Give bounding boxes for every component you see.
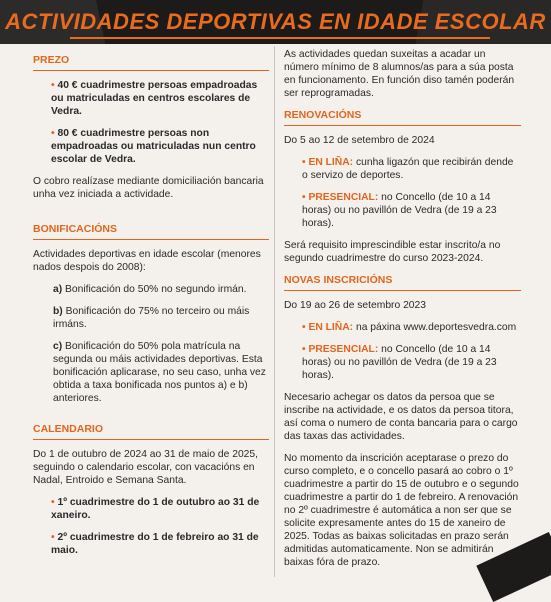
section-heading-bonificacions: BONIFICACIÓNS xyxy=(33,223,269,240)
new-dates: Do 19 ao 26 de setembro 2023 xyxy=(284,300,426,311)
bullet-icon: • xyxy=(51,80,58,91)
bonus-item: a) Bonificación do 50% no segundo irmán. xyxy=(53,284,247,295)
new-note-1: Necesario achegar os datos da persoa que se inscribe na actividade, e os datos da persoa titora, así coma o numero de conta bancaria para o cargo das taxas das actividades. xyxy=(284,392,518,442)
new-presencial: • PRESENCIAL: no Concello (de 10 a 14 horas) ou no pavillón de Vedra (de 19 a 23 horas). xyxy=(302,344,497,381)
bonus-item: b) Bonificación do 75% no terceiro ou máis irmáns. xyxy=(53,306,250,330)
column-divider xyxy=(274,46,275,577)
section-heading-novas: NOVAS INSCRICIÓNS xyxy=(284,274,521,291)
intro-text: As actividades quedan suxeitas a acadar un número mínimo de 8 alumnos/as para a súa posta en funcionamento. En función diso tamén poderán ser reprogramadas. xyxy=(284,49,515,99)
renewal-dates: Do 5 ao 12 de setembro de 2024 xyxy=(284,135,435,146)
new-online: • EN LIÑA: na páxina www.deportesvedra.com xyxy=(302,322,517,333)
bullet-icon: • xyxy=(51,128,58,139)
new-note-2: No momento da inscrición aceptarase o prezo do curso completo, e o concello pasará ao cobro o 1º cuadrimestre a partir do 15 de outubro e o segundo cuadrimestre a partir do 1 de febreiro. A renovación no 2º cuadrimestre é automática a non ser que se solicite expresamente antes do 15 de xaneiro de 2025. Todas as baixas solicitadas en prazo serán admitidas automaticamente. Non se admitirán baixas fóra de prazo. xyxy=(284,453,519,568)
bonus-item: c) Bonificación do 50% pola matrícula na segunda ou máis actividades deportivas. Esta bonificación aplicarase, no seu caso, unha vez obtida a taxa bonificada nos puntos a) e b) anteriores. xyxy=(53,341,266,404)
bullet-icon: • xyxy=(51,497,58,508)
renewal-note: Será requisito imprescindible estar inscrito/a no segundo cuadrimestre do curso 2023-2024. xyxy=(284,240,501,264)
bullet-icon: • xyxy=(302,192,309,203)
section-heading-prezo: PREZO xyxy=(33,54,269,71)
left-column xyxy=(33,46,269,566)
bullet-icon: • xyxy=(302,344,309,355)
price-item: • 40 € cuadrimestre persoas empadroadas ou matriculadas en centros escolares de Vedra. xyxy=(51,80,258,117)
section-heading-calendario: CALENDARIO xyxy=(33,423,269,440)
section-heading-renovacions: RENOVACIÓNS xyxy=(284,109,521,126)
calendar-item: • 1º cuadrimestre do 1 de outubro ao 31 de xaneiro. xyxy=(51,497,260,521)
bullet-icon: • xyxy=(302,322,309,333)
renewal-presencial: • PRESENCIAL: no Concello (de 10 a 14 horas) ou no pavillón de Vedra (de 19 a 23 horas). xyxy=(302,192,497,229)
calendar-text: Do 1 de outubro de 2024 ao 31 de maio de 2025, seguindo o calendario escolar, con vacacións en Nadal, Entroido e Semana Santa. xyxy=(33,449,258,486)
bullet-icon: • xyxy=(302,157,309,168)
bullet-icon: • xyxy=(51,532,58,543)
bonus-intro: Actividades deportivas en idade escolar (menores nados despois do 2008): xyxy=(33,249,261,273)
title-underline xyxy=(70,37,490,39)
right-column xyxy=(284,46,521,578)
price-note: O cobro realízase mediante domiciliación bancaria unha vez iniciada a actividade. xyxy=(33,176,264,200)
calendar-item: • 2º cuadrimestre do 1 de febreiro ao 31 de maio. xyxy=(51,532,259,556)
renewal-online: • EN LIÑA: cunha ligazón que recibirán dende o servizo de deportes. xyxy=(302,157,514,181)
price-item: • 80 € cuadrimestre persoas non empadroadas ou matriculadas nun centro escolar de Vedra. xyxy=(51,128,256,165)
page-title: ACTIVIDADES DEPORTIVAS EN IDADE ESCOLAR xyxy=(5,9,546,34)
header-banner xyxy=(0,0,551,44)
